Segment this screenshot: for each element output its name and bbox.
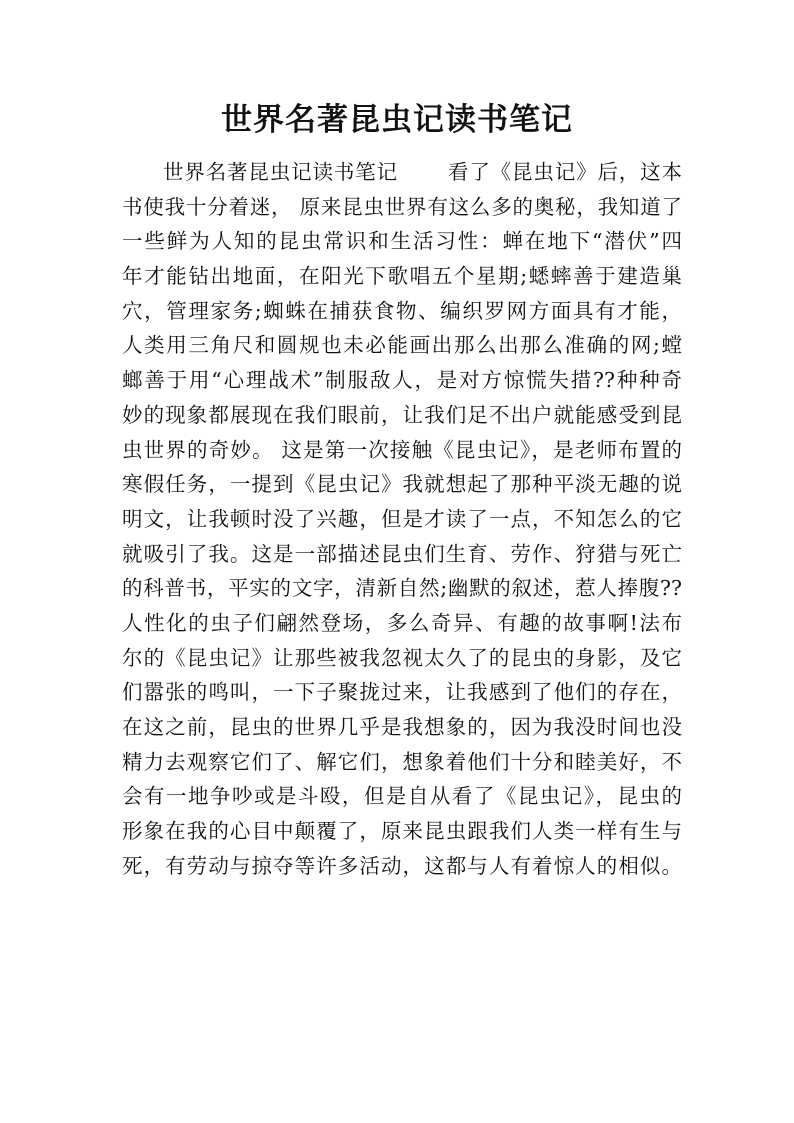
body-line: 人性化的虫子们翩然登场，多么奇异、有趣的故事啊!法布 bbox=[122, 610, 682, 635]
body-line: 书使我十分着迷， 原来昆虫世界有这么多的奥秘，我知道了 bbox=[122, 194, 682, 219]
body-line: 尔的《昆虫记》让那些被我忽视太久了的昆虫的身影，及它 bbox=[122, 645, 682, 670]
body-line: 人类用三角尺和圆规也未必能画出那么出那么准确的网;螳 bbox=[122, 333, 682, 358]
body-line: 在这之前，昆虫的世界几乎是我想象的，因为我没时间也没 bbox=[122, 715, 682, 739]
body-line: 明文，让我顿时没了兴趣，但是才读了一点，不知怎么的它 bbox=[122, 506, 682, 531]
body-line: 形象在我的心目中颠覆了，原来昆虫跟我们人类一样有生与 bbox=[122, 819, 682, 844]
body-line: 妙的现象都展现在我们眼前，让我们足不出户就能感受到昆 bbox=[122, 402, 682, 427]
body-line: 年才能钻出地面，在阳光下歌唱五个星期;蟋蟀善于建造巢 bbox=[122, 264, 682, 289]
body-line: 寒假任务，一提到《昆虫记》我就想起了那种平淡无趣的说 bbox=[122, 472, 682, 497]
body-line: 会有一地争吵或是斗殴，但是自从看了《昆虫记》，昆虫的 bbox=[122, 784, 682, 809]
document-body bbox=[122, 155, 682, 883]
body-line: 螂善于用“心理战术”制服敌人，是对方惊慌失措??种种奇 bbox=[122, 368, 682, 393]
body-line: 虫世界的奇妙。 这是第一次接触《昆虫记》，是老师布置的 bbox=[122, 437, 682, 462]
body-line: 死，有劳动与掠夺等许多活动，这都与人有着惊人的相似。 bbox=[122, 853, 682, 878]
body-line: 一些鲜为人知的昆虫常识和生活习性：蝉在地下“潜伏”四 bbox=[122, 229, 682, 254]
body-line: 的科普书，平实的文字，清新自然;幽默的叙述，惹人捧腹?? bbox=[122, 576, 682, 601]
body-line: 就吸引了我。这是一部描述昆虫们生育、劳作、狩猎与死亡 bbox=[122, 541, 682, 566]
body-line: 们嚣张的鸣叫，一下子聚拢过来，让我感到了他们的存在， bbox=[122, 680, 682, 705]
body-line: 穴，管理家务;蜘蛛在捕获食物、编织罗网方面具有才能， bbox=[122, 298, 682, 323]
document-title: 世界名著昆虫记读书笔记 bbox=[221, 102, 573, 138]
body-line: 精力去观察它们了、解它们，想象着他们十分和睦美好，不 bbox=[122, 749, 682, 774]
body-line: 世界名著昆虫记读书笔记 看了《昆虫记》后，这本 bbox=[163, 160, 682, 184]
